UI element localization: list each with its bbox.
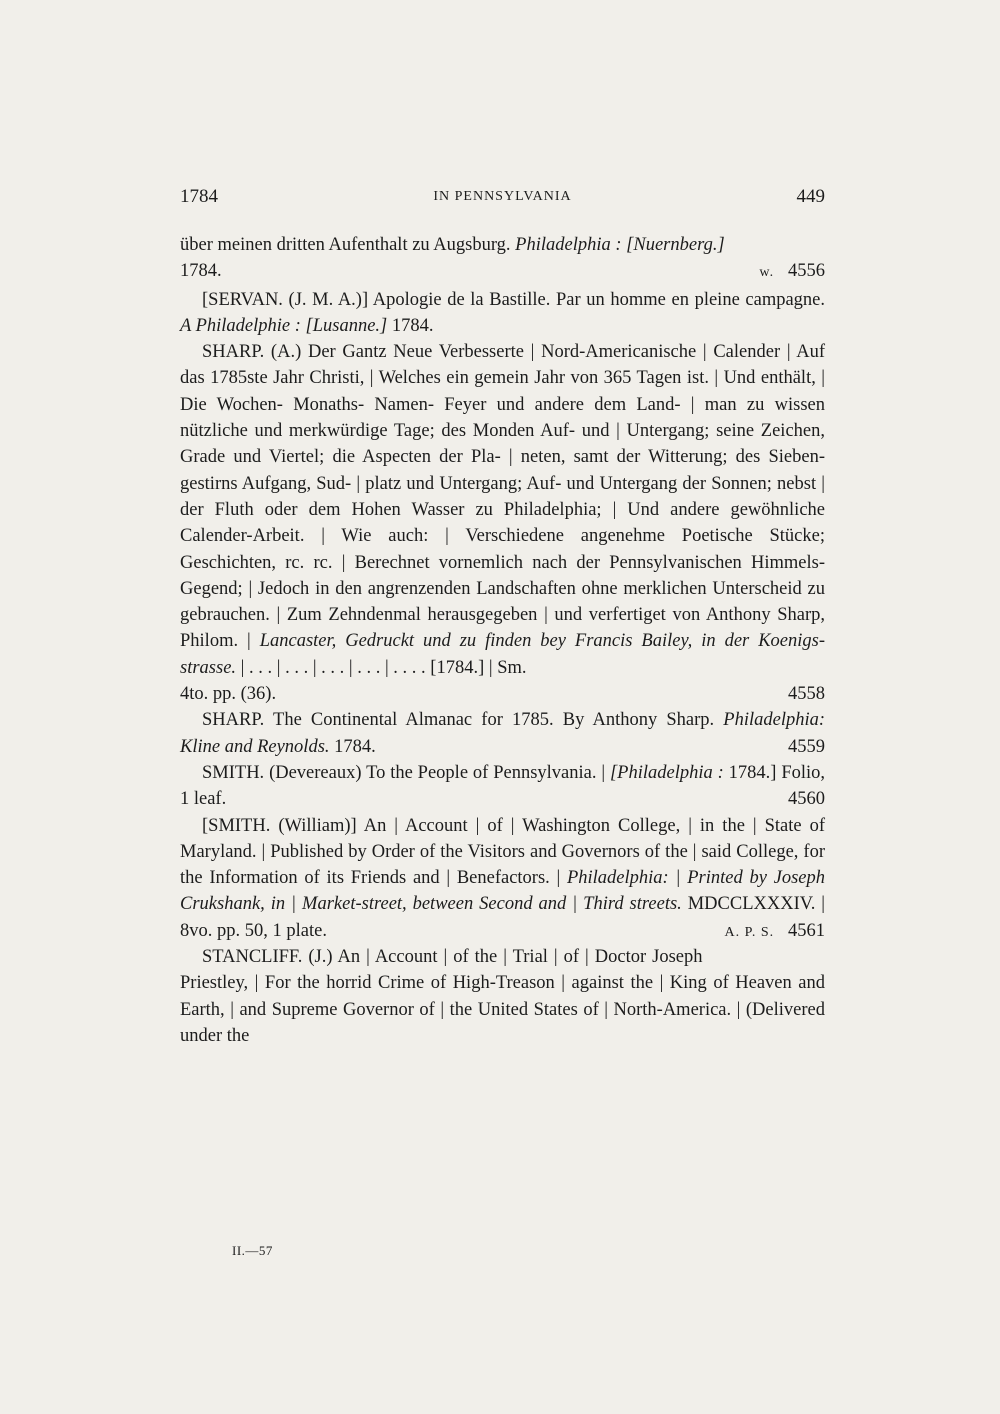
entry-head: STANCLIFF. (J.) [202, 947, 333, 968]
entry-text: An | Account | of | Washington College, | in the | State of Maryland. | Published by Order of the Visitors and Governors of the | said College, for the Information of its Friends and | Benefactors. | [180, 815, 825, 889]
entry-head: SMITH. (Devereaux) [202, 762, 362, 783]
entry-text: An | Account | of the | Trial | of | Doctor Joseph Priestley, | For the horrid Crime of High-Treason | against the | King of Heaven and Earth, | and Supreme Governor of | the United States of | North-America. | (Delivered under the [180, 947, 825, 1046]
page-number: 449 [796, 186, 825, 207]
entry-text: The Continental Almanac for 1785. By Anthony Sharp. [273, 710, 715, 731]
entry-imprint: Philadelphia : [Nuernberg.] [515, 235, 725, 255]
entry-rest: 1784.] Folio, 1 leaf. [180, 762, 826, 810]
entry-number: 4561 [788, 920, 825, 941]
entry-ref [702, 918, 825, 946]
entry-4562 [180, 944, 825, 1049]
entry-4560 [180, 760, 825, 813]
page-body [180, 232, 825, 1049]
entry-number: 4559 [788, 736, 825, 757]
entry-text: Apologie de la Bastille. Par un homme en pleine campagne. [372, 289, 826, 310]
entry-head: [SERVAN. (J. M. A.)] [202, 289, 369, 310]
entry-number: 4560 [788, 789, 825, 810]
entry-number: 4558 [788, 684, 825, 705]
entry-4556-continued [180, 232, 825, 258]
entry-year: 1784. [334, 736, 376, 757]
running-header [180, 186, 825, 212]
entry-year: 1784. [180, 261, 222, 282]
entry-4558-last-line [180, 681, 825, 707]
entry-head: [SMITH. (William)] [202, 815, 357, 836]
entry-location: w. [759, 265, 775, 281]
entry-ref [759, 258, 825, 286]
entry-head: SHARP. [202, 710, 265, 731]
entry-text: über meinen dritten Aufenthalt zu Augsburg. [180, 235, 511, 255]
entry-4556-last-line [180, 258, 825, 286]
entry-4558 [180, 339, 825, 681]
entry-head: SHARP. (A.) [202, 342, 302, 363]
entry-year: 1784. [391, 315, 434, 336]
entry-location: A. P. S. [724, 924, 775, 940]
entry-imprint: [Philadelphia : [609, 762, 724, 783]
entry-rest: MDCCLXXXIV. | 8vo. pp. 50, 1 plate. [180, 894, 825, 941]
entry-text: Der Gantz Neue Verbesserte | Nord-Americanische | Calender | Auf das 1785ste Jahr Christi, | Welches ein gemein Jahr von 365 Tagen ist. | Und enthält, | Die Wochen- Monaths- Namen- Feyer und andere dem Land- | man zu wissen nützliche und merkwürdige Tage; des Monden Auf- und | Untergang; seine Zeichen, Grade und Viertel; die Aspecten der Pla- | neten, samt der Witterung; des Sieben-gestirns Aufgang, Sud- | platz und Untergang; Auf- und Untergang der Sonnen; nebst | der Fluth oder dem Hohen Wasser zu Philadelphia; | Und andere gewöhnliche Calender-Arbeit. | Wie auch: | Verschiedene angenehme Poetische Stücke; Geschichten, rc. rc. | Berechnet vornemlich nach der Pennsylvanischen Himmels-Gegend; | Jedoch in den angrenzenden Landschaften ohne merklichen Unterscheid zu gebrauchen. | Zum Zehndenmal herausgegeben | und verfertiget von Anthony Sharp, Philom. | [180, 342, 825, 652]
entry-format: 4to. pp. (36). [180, 684, 277, 705]
entry-imprint: Philadelphia: | Printed by Joseph Crukshank, in | Market-street, between Second and | Third streets. [180, 868, 825, 915]
header-year: 1784 [180, 186, 218, 207]
entry-text: To the People of Pennsylvania. | [366, 762, 606, 783]
signature-mark: II.—57 [232, 1243, 273, 1258]
entry-imprint: Philadelphia: Kline and Reynolds. [180, 710, 826, 757]
entry-4557 [180, 287, 825, 340]
entry-imprint: A Philadelphie : [Lusanne.] [180, 315, 388, 336]
header-title: IN PENNSYLVANIA [433, 189, 572, 204]
entry-number: 4556 [788, 261, 825, 282]
entry-4561 [180, 813, 825, 944]
entry-imprint: Lancaster, Gedruckt und zu finden bey Francis Bailey, in der Koenigs-strasse. [180, 631, 826, 678]
entry-4559 [180, 707, 825, 760]
entry-rest: | . . . | . . . | . . . | . . . | . . . . [1784.] | Sm. [240, 657, 527, 678]
